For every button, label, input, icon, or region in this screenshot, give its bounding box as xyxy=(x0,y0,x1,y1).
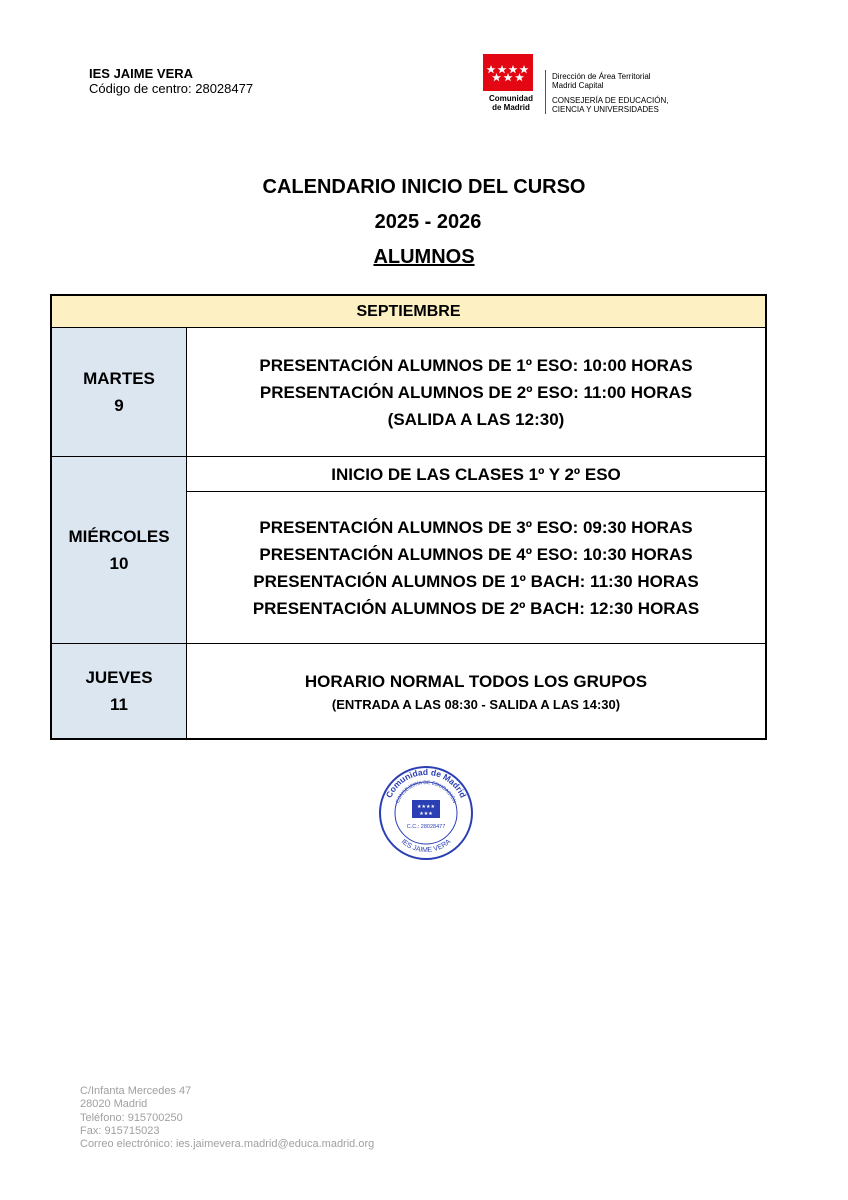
day-number: 11 xyxy=(110,695,128,714)
day-cell-martes xyxy=(52,328,187,456)
stamp-seal-icon xyxy=(377,764,475,862)
logo-divider xyxy=(545,70,546,114)
day-number: 9 xyxy=(114,396,124,415)
footer-email: Correo electrónico: ies.jaimevera.madrid@educa.madrid.org xyxy=(80,1138,375,1151)
comunidad-madrid-logo xyxy=(481,54,701,124)
stamp-outer-text: Comunidad de Madrid xyxy=(383,766,469,800)
event-highlight-cell xyxy=(187,457,765,491)
title-line-3: ALUMNOS xyxy=(373,246,475,268)
day-number: 10 xyxy=(109,554,129,573)
footer-phone: Teléfono: 915700250 xyxy=(80,1111,183,1124)
event-line: PRESENTACIÓN ALUMNOS DE 2º ESO: 11:00 HORAS xyxy=(259,382,693,402)
day-cell-miercoles xyxy=(52,457,187,643)
svg-text:★★★★: ★★★★ xyxy=(417,804,435,810)
stamp-code: C.C.: 28028477 xyxy=(406,824,446,830)
events-cell-miercoles xyxy=(187,492,765,643)
logo-direction: Dirección de Área Territorial Madrid Capital xyxy=(552,72,651,90)
svg-text:★★★: ★★★ xyxy=(419,811,433,817)
month-header: SEPTIEMBRE xyxy=(52,296,765,328)
stamp-inner-text: CONSEJERÍA DE EDUCACIÓN xyxy=(394,779,458,805)
footer-contact xyxy=(80,1085,374,1151)
stamp-bottom-text: IES JAIME VERA xyxy=(399,838,453,855)
logo-name: Comunidad de Madrid xyxy=(489,94,533,112)
event-line: PRESENTACIÓN ALUMNOS DE 1º BACH: 11:30 HORAS xyxy=(253,571,699,591)
event-line: (SALIDA A LAS 12:30) xyxy=(387,409,565,429)
school-name: IES JAIME VERA xyxy=(89,66,194,81)
madrid-flag-icon xyxy=(483,54,533,91)
day-name: MIÉRCOLES xyxy=(68,527,170,546)
event-note: (ENTRADA A LAS 08:30 - SALIDA A LAS 14:30) xyxy=(331,696,621,712)
event-line: PRESENTACIÓN ALUMNOS DE 3º ESO: 09:30 HORAS xyxy=(259,517,693,537)
school-code: Código de centro: 28028477 xyxy=(89,81,254,96)
logo-department: CONSEJERÍA DE EDUCACIÓN, CIENCIA Y UNIVERSIDADES xyxy=(552,96,669,114)
day-cell-jueves xyxy=(52,644,187,738)
school-header xyxy=(89,66,253,96)
title-line-1: CALENDARIO INICIO DEL CURSO xyxy=(262,176,586,198)
event-line: PRESENTACIÓN ALUMNOS DE 4º ESO: 10:30 HORAS xyxy=(259,544,693,564)
event-line: HORARIO NORMAL TODOS LOS GRUPOS xyxy=(304,671,648,691)
events-cell-martes xyxy=(187,328,765,456)
footer-fax: Fax: 915715023 xyxy=(80,1124,160,1137)
official-stamp xyxy=(377,764,475,862)
title-line-2: 2025 - 2026 xyxy=(374,211,482,233)
event-line: PRESENTACIÓN ALUMNOS DE 1º ESO: 10:00 HORAS xyxy=(259,355,693,375)
footer-city: 28020 Madrid xyxy=(80,1098,148,1111)
event-line: PRESENTACIÓN ALUMNOS DE 2º BACH: 12:30 HORAS xyxy=(252,598,700,618)
footer-address: C/Infanta Mercedes 47 xyxy=(80,1085,192,1097)
calendar-table xyxy=(50,294,767,740)
day-name: MARTES xyxy=(83,369,155,388)
event-line: INICIO DE LAS CLASES 1º Y 2º ESO xyxy=(331,464,621,484)
events-cell-jueves xyxy=(187,644,765,738)
day-name: JUEVES xyxy=(85,668,153,687)
